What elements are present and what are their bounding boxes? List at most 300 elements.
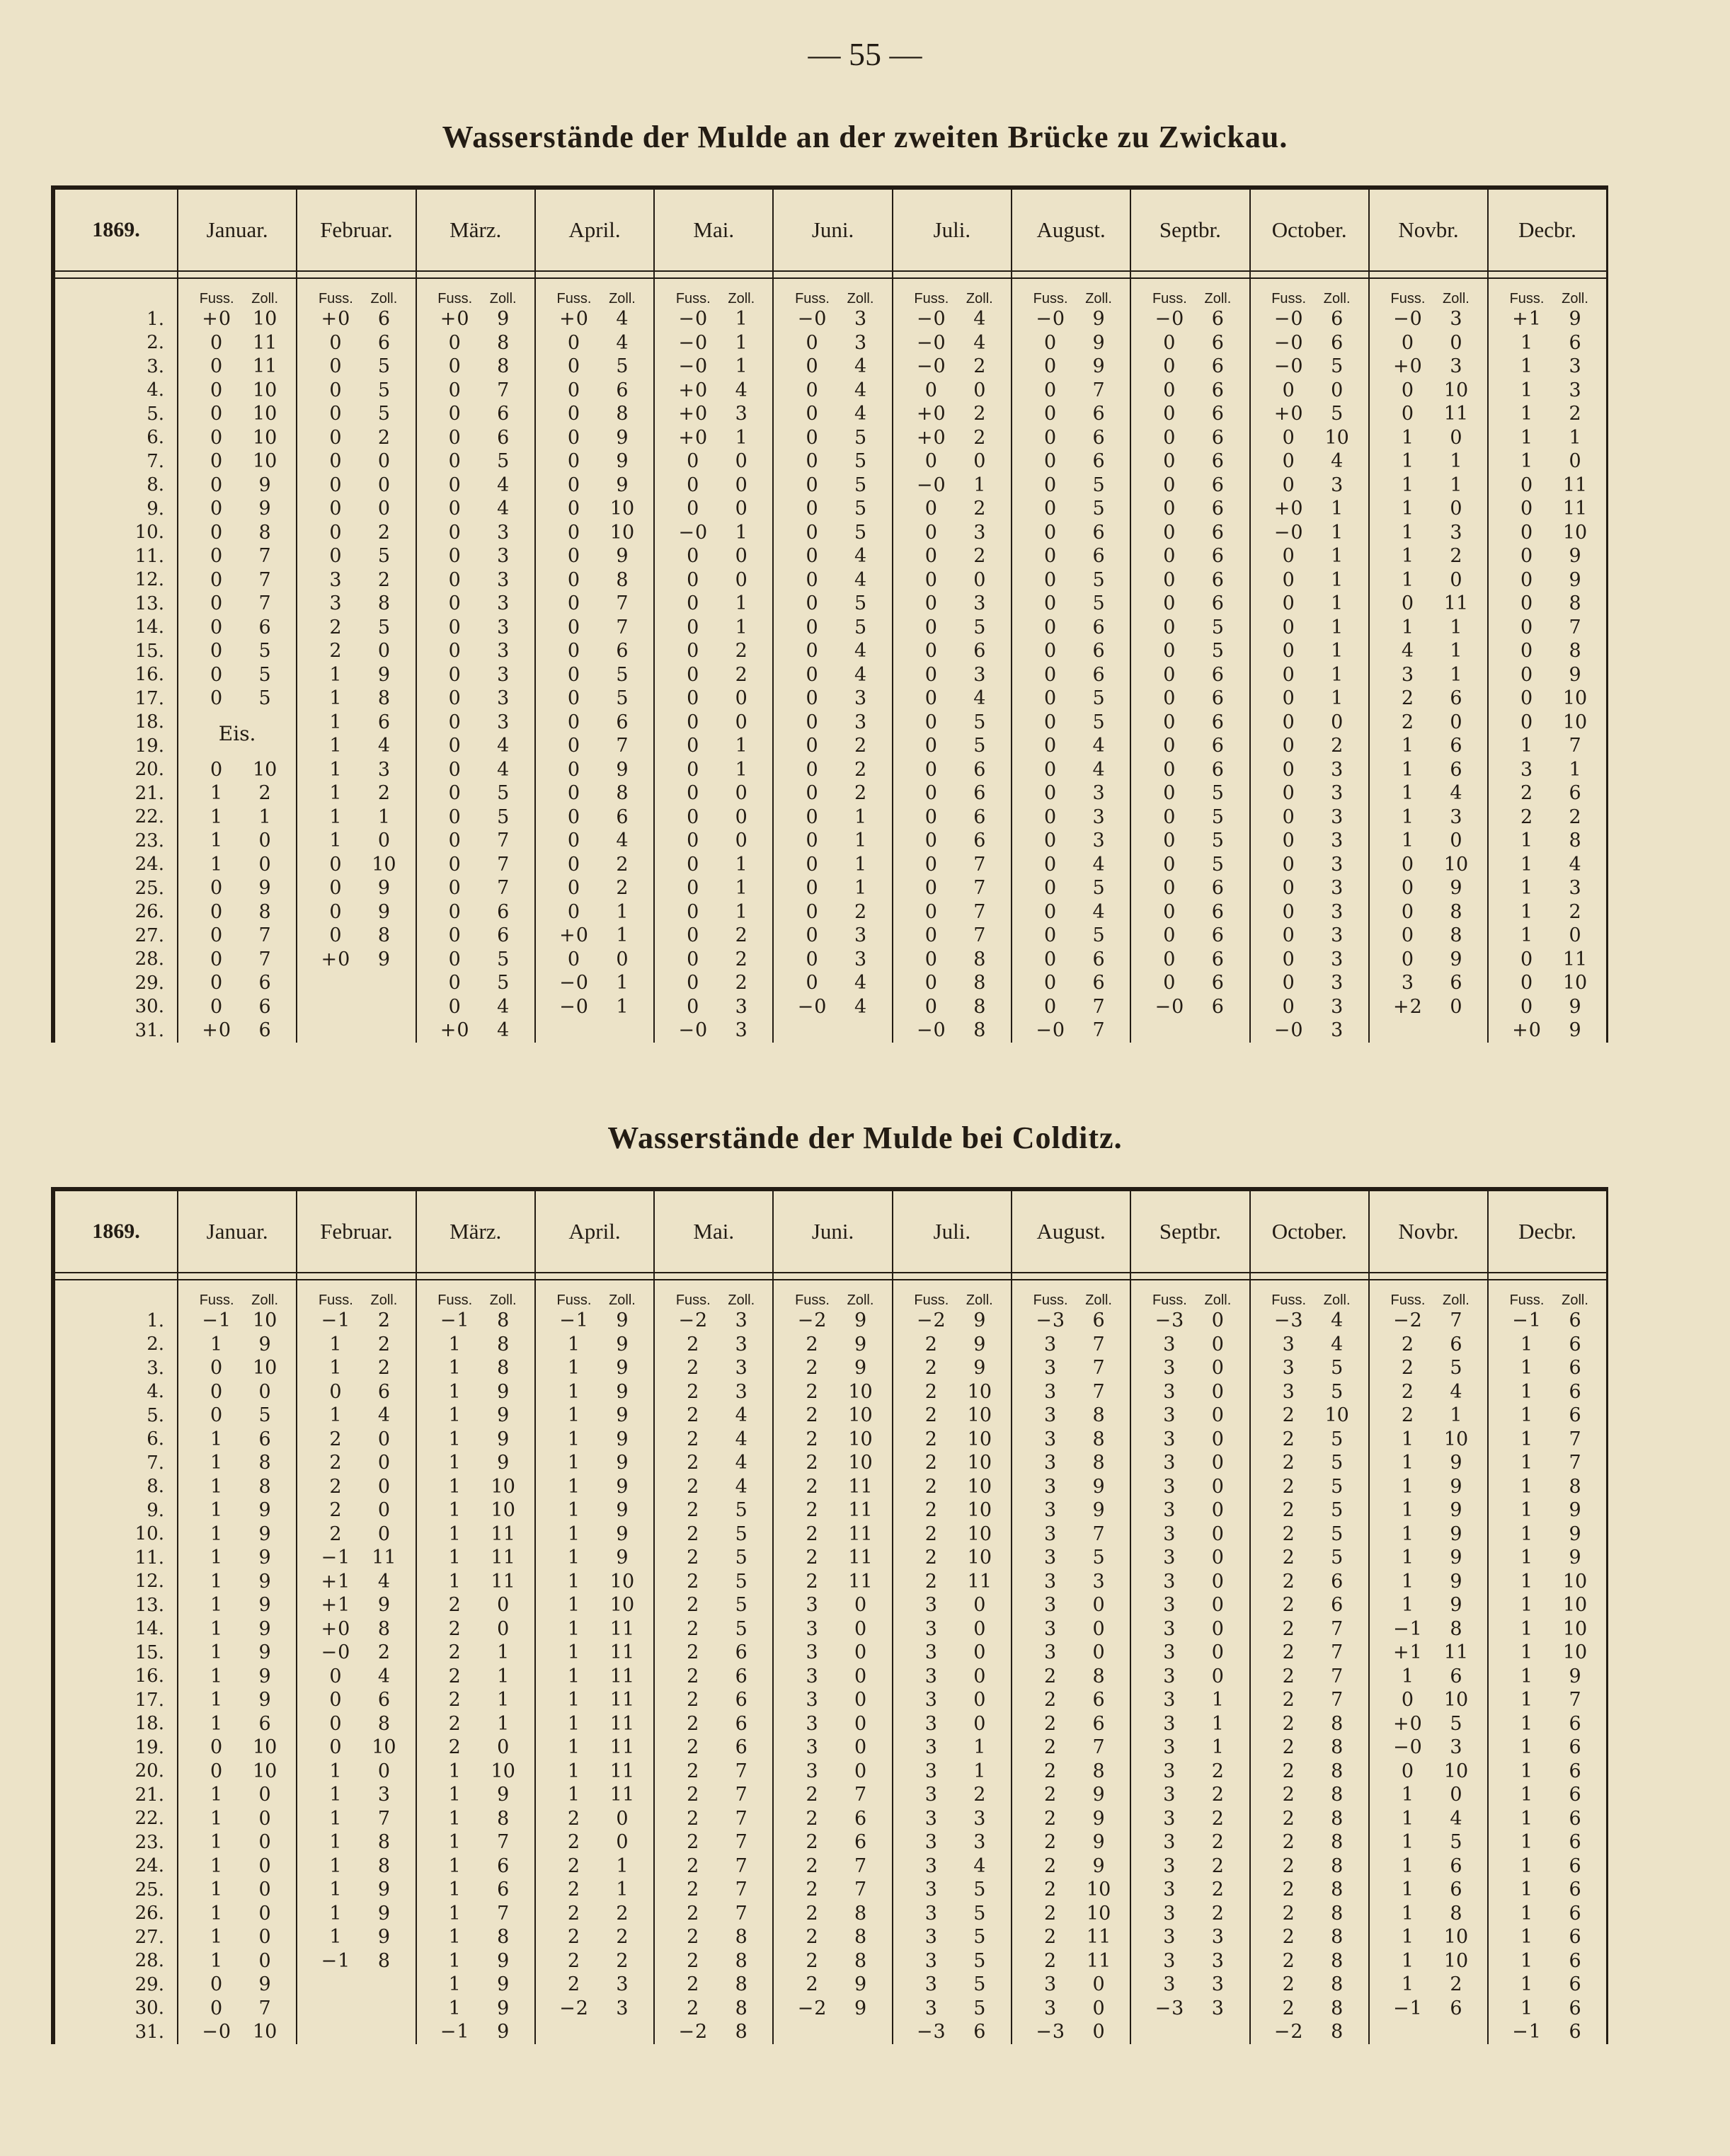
- fuss-value: 0: [1401, 379, 1415, 401]
- fuss-value: 0: [687, 640, 700, 663]
- zoll-value: 6: [497, 1879, 510, 1901]
- zoll-value: 1: [616, 1879, 629, 1901]
- fuss-value: 1: [1520, 924, 1534, 947]
- fuss-value: 1: [448, 1475, 462, 1498]
- level-cell: [535, 497, 654, 521]
- fuss-value: +0: [1393, 1712, 1423, 1735]
- day-label: 16.: [53, 663, 178, 687]
- level-cell: [416, 1593, 535, 1617]
- fuss-value: 2: [448, 1689, 462, 1711]
- level-cell: [1130, 948, 1249, 972]
- level-cell: [654, 1498, 773, 1523]
- fuss-value: 0: [924, 545, 938, 568]
- level-cell: [1130, 1830, 1249, 1854]
- level-cell: [1369, 1712, 1488, 1736]
- level-cell: [1488, 711, 1607, 735]
- level-cell: [297, 995, 416, 1019]
- fuss-value: 3: [329, 592, 343, 615]
- zoll-value: 5: [1331, 1357, 1344, 1380]
- fuss-value: 2: [687, 1831, 700, 1854]
- level-cell: [1488, 1665, 1607, 1689]
- day-label: 28.: [53, 1949, 178, 1973]
- zoll-value: 4: [1569, 853, 1581, 876]
- level-cell: [535, 1665, 654, 1689]
- zoll-value: 10: [252, 1736, 277, 1759]
- fuss-value: 3: [1044, 1594, 1058, 1617]
- zoll-value: 7: [1569, 735, 1581, 757]
- zoll-value: 10: [252, 450, 277, 473]
- level-cell: [654, 544, 773, 568]
- level-cell: [893, 1641, 1012, 1665]
- level-cell: [178, 900, 297, 924]
- zoll-value: 6: [258, 972, 271, 994]
- day-label: 27.: [53, 924, 178, 948]
- fuss-value: 0: [448, 972, 462, 994]
- fuss-value: 0: [1163, 616, 1176, 638]
- zoll-value: 5: [377, 403, 391, 425]
- level-cell: [893, 1665, 1012, 1689]
- day-label: 23.: [53, 1830, 178, 1854]
- zoll-value: 2: [854, 782, 867, 805]
- fuss-value: 0: [1520, 995, 1534, 1018]
- fuss-value: 3: [1163, 1380, 1176, 1403]
- fuss-value: 0: [1163, 521, 1176, 544]
- level-cell: [1012, 1451, 1130, 1475]
- zoll-value: 0: [377, 1760, 391, 1782]
- fuss-value: 2: [806, 1854, 819, 1877]
- level-cell: [1130, 1878, 1249, 1902]
- zoll-value: 6: [1450, 758, 1462, 781]
- month-header: Februar.: [297, 1189, 416, 1273]
- fuss-value: −1: [1512, 1309, 1542, 1332]
- zoll-value: 0: [735, 711, 747, 733]
- fuss-value: 0: [567, 331, 581, 354]
- level-cell: [1369, 687, 1488, 711]
- fuss-value: 1: [210, 853, 224, 876]
- zoll-value: 7: [258, 948, 271, 970]
- zoll-value: 5: [1092, 687, 1105, 710]
- level-cell: [416, 568, 535, 592]
- fuss-value: 0: [567, 592, 581, 615]
- fuss-value: 2: [806, 1404, 819, 1427]
- level-cell: [1012, 379, 1130, 403]
- zoll-value: 0: [973, 450, 986, 473]
- fuss-value: 2: [924, 1523, 938, 1545]
- fuss-value: 0: [806, 450, 819, 473]
- level-cell: [1369, 331, 1488, 355]
- fuss-value: 0: [448, 426, 462, 449]
- level-cell: [1012, 1688, 1130, 1712]
- zoll-value: 0: [854, 1641, 867, 1664]
- fuss-value: 0: [448, 948, 462, 970]
- zoll-value: 6: [1450, 1333, 1462, 1355]
- zoll-value: 5: [616, 355, 629, 378]
- level-cell: [773, 1428, 892, 1452]
- fuss-value: 3: [924, 1831, 938, 1854]
- fuss-value: 0: [1520, 498, 1534, 520]
- zoll-value: 7: [1569, 1689, 1581, 1711]
- zoll-value: 4: [735, 1452, 747, 1474]
- fuss-value: +0: [321, 1617, 351, 1640]
- fuss-value: 2: [1044, 1902, 1058, 1925]
- level-cell: [1250, 1878, 1369, 1902]
- table-row: [53, 1688, 1608, 1712]
- level-cell: [1012, 1902, 1130, 1926]
- level-cell: [1369, 426, 1488, 450]
- level-cell: [1250, 474, 1369, 498]
- fuss-value: 0: [806, 568, 819, 591]
- fuss-value: 0: [567, 426, 581, 449]
- zoll-value: 3: [854, 331, 867, 354]
- level-cell: [893, 1356, 1012, 1380]
- level-cell: [654, 426, 773, 450]
- unit-fuss: Fuss.: [1390, 291, 1426, 306]
- level-cell: [773, 1949, 892, 1973]
- level-cell: [893, 616, 1012, 640]
- fuss-value: 1: [210, 1854, 224, 1877]
- fuss-value: 0: [448, 782, 462, 805]
- day-label: 17.: [53, 1688, 178, 1712]
- fuss-value: 0: [1282, 782, 1295, 805]
- level-cell: [893, 1309, 1012, 1333]
- level-cell: [1488, 1546, 1607, 1570]
- zoll-value: 1: [616, 900, 629, 923]
- level-cell: [297, 687, 416, 711]
- zoll-value: 6: [1092, 1689, 1105, 1711]
- zoll-value: 3: [497, 663, 510, 686]
- level-cell: [297, 1688, 416, 1712]
- fuss-value: 2: [448, 1617, 462, 1640]
- fuss-value: 1: [329, 1784, 343, 1806]
- level-cell: [1012, 426, 1130, 450]
- level-cell: [893, 948, 1012, 972]
- level-cell: [297, 1356, 416, 1380]
- level-cell: [1012, 1404, 1130, 1428]
- fuss-value: 0: [567, 782, 581, 805]
- level-cell: [654, 1451, 773, 1475]
- fuss-value: 2: [1044, 1689, 1058, 1711]
- table-row: [53, 355, 1608, 379]
- fuss-value: 2: [806, 1523, 819, 1545]
- zoll-value: 5: [735, 1617, 747, 1640]
- fuss-value: 1: [210, 1475, 224, 1498]
- level-cell: [1250, 663, 1369, 687]
- level-cell: [178, 497, 297, 521]
- fuss-value: −0: [1155, 995, 1185, 1018]
- fuss-value: 2: [924, 1475, 938, 1498]
- level-cell: [416, 948, 535, 972]
- fuss-value: 2: [1282, 1854, 1295, 1877]
- zoll-value: 5: [854, 592, 867, 615]
- fuss-value: 0: [806, 805, 819, 828]
- level-cell: [1488, 1404, 1607, 1428]
- level-cell: [773, 1523, 892, 1547]
- zoll-value: 0: [973, 1665, 986, 1687]
- zoll-value: 3: [735, 403, 747, 425]
- zoll-value: 3: [1331, 877, 1344, 900]
- zoll-value: 7: [616, 616, 629, 638]
- zoll-value: 8: [377, 1854, 391, 1877]
- level-cell: [1369, 616, 1488, 640]
- table-row: [53, 568, 1608, 592]
- level-cell: [297, 1570, 416, 1594]
- zoll-value: 2: [854, 735, 867, 757]
- level-cell: [1488, 1593, 1607, 1617]
- unit-fuss: Fuss.: [1152, 1292, 1187, 1308]
- fuss-value: 1: [448, 1854, 462, 1877]
- zoll-value: 9: [1569, 1523, 1581, 1545]
- fuss-value: 1: [567, 1617, 581, 1640]
- fuss-value: 1: [1520, 355, 1534, 378]
- level-cell: [1130, 331, 1249, 355]
- level-cell: [1130, 639, 1249, 663]
- zoll-value: 0: [735, 568, 747, 591]
- level-cell: [1012, 1356, 1130, 1380]
- zoll-value: 4: [497, 498, 510, 520]
- fuss-value: 1: [1520, 1712, 1534, 1735]
- zoll-value: 0: [854, 1712, 867, 1735]
- fuss-value: −0: [1155, 308, 1185, 331]
- zoll-value: 6: [973, 640, 986, 663]
- fuss-value: 1: [1401, 1879, 1415, 1901]
- zoll-value: 5: [1092, 1547, 1105, 1569]
- zoll-value: 0: [1211, 1617, 1224, 1640]
- zoll-value: 9: [973, 1333, 986, 1355]
- zoll-value: 2: [377, 521, 391, 544]
- zoll-value: 4: [973, 308, 986, 331]
- fuss-value: 2: [329, 1475, 343, 1498]
- fuss-value: 3: [806, 1712, 819, 1735]
- zoll-value: 1: [1331, 592, 1344, 615]
- fuss-value: 1: [329, 1902, 343, 1925]
- fuss-value: 0: [1163, 331, 1176, 354]
- table-row: [53, 1736, 1608, 1760]
- zoll-value: 9: [497, 1997, 510, 2019]
- fuss-value: 2: [1282, 1949, 1295, 1972]
- zoll-value: 2: [1450, 1973, 1462, 1996]
- fuss-value: +0: [1393, 355, 1423, 378]
- zoll-value: 3: [1450, 805, 1462, 828]
- level-cell: [773, 568, 892, 592]
- level-cell: [1250, 379, 1369, 403]
- fuss-value: 0: [1282, 687, 1295, 710]
- level-cell: [773, 307, 892, 331]
- level-cell: [654, 1878, 773, 1902]
- zoll-value: 5: [258, 640, 271, 663]
- zoll-value: 5: [1092, 498, 1105, 520]
- zoll-value: 1: [1569, 758, 1581, 781]
- fuss-value: 2: [924, 1357, 938, 1380]
- zoll-value: 0: [377, 498, 391, 520]
- level-cell: [1012, 829, 1130, 853]
- fuss-value: 0: [1401, 924, 1415, 947]
- zoll-value: 10: [491, 1499, 515, 1522]
- fuss-value: 1: [329, 1333, 343, 1355]
- zoll-value: 11: [609, 1712, 635, 1735]
- fuss-value: 1: [329, 1854, 343, 1877]
- fuss-value: 1: [1401, 735, 1415, 757]
- level-cell: [1369, 1309, 1488, 1333]
- zoll-value: 8: [497, 1926, 510, 1949]
- level-cell: [297, 521, 416, 545]
- fuss-value: 1: [1401, 426, 1415, 449]
- zoll-value: 6: [497, 403, 510, 425]
- fuss-value: 1: [1401, 450, 1415, 473]
- zoll-value: 1: [854, 830, 867, 852]
- fuss-value: 3: [1044, 1617, 1058, 1640]
- zoll-value: 9: [1092, 1807, 1105, 1830]
- fuss-value: −2: [678, 1309, 709, 1332]
- level-cell: [1130, 592, 1249, 616]
- level-cell: [416, 1688, 535, 1712]
- fuss-value: −1: [1393, 1997, 1423, 2019]
- level-cell: [1488, 1498, 1607, 1523]
- zoll-value: 8: [1331, 1760, 1344, 1782]
- fuss-value: 3: [1044, 1547, 1058, 1569]
- zoll-value: 10: [491, 1475, 515, 1498]
- fuss-value: 2: [1282, 1617, 1295, 1640]
- day-label: 10.: [53, 521, 178, 545]
- level-cell: [1369, 1973, 1488, 1997]
- fuss-value: 0: [329, 1665, 343, 1687]
- level-cell: [1488, 1949, 1607, 1973]
- level-cell: [1130, 402, 1249, 426]
- level-cell: [1250, 1498, 1369, 1523]
- level-cell: [416, 1830, 535, 1854]
- zoll-value: 0: [1211, 1475, 1224, 1498]
- level-cell: [1369, 1546, 1488, 1570]
- zoll-value: 3: [1450, 521, 1462, 544]
- level-cell: [416, 1019, 535, 1043]
- fuss-value: 2: [924, 1333, 938, 1355]
- fuss-value: 0: [210, 450, 224, 473]
- zoll-value: 8: [973, 995, 986, 1018]
- unit-row: [53, 1280, 1608, 1309]
- fuss-value: 0: [1044, 830, 1058, 852]
- zoll-value: 10: [1443, 1949, 1469, 1972]
- fuss-value: 3: [1163, 1428, 1176, 1450]
- level-cell: [654, 853, 773, 877]
- zoll-value: 8: [854, 1926, 867, 1949]
- fuss-value: 1: [567, 1665, 581, 1687]
- level-cell: [1369, 1451, 1488, 1475]
- unit-zoll: Zoll.: [370, 291, 398, 306]
- level-cell: [893, 1878, 1012, 1902]
- fuss-value: 1: [329, 1404, 343, 1427]
- zoll-value: 6: [1450, 687, 1462, 710]
- day-label: 7.: [53, 1451, 178, 1475]
- fuss-value: 2: [1282, 1641, 1295, 1664]
- zoll-value: 5: [1092, 592, 1105, 615]
- fuss-value: 3: [806, 1594, 819, 1617]
- fuss-value: 1: [210, 1641, 224, 1664]
- level-cell: [654, 711, 773, 735]
- fuss-value: −2: [678, 2021, 709, 2043]
- fuss-value: 0: [567, 948, 581, 970]
- day-label: 26.: [53, 1902, 178, 1926]
- level-cell: [297, 616, 416, 640]
- fuss-value: 2: [687, 1902, 700, 1925]
- zoll-value: 7: [735, 1760, 747, 1782]
- zoll-value: 7: [258, 545, 271, 568]
- fuss-value: 3: [1163, 1617, 1176, 1640]
- day-label: 13.: [53, 1593, 178, 1617]
- fuss-value: 1: [329, 687, 343, 710]
- unit-zoll: Zoll.: [1323, 1292, 1351, 1308]
- zoll-value: 2: [973, 403, 986, 425]
- zoll-value: 3: [1331, 474, 1344, 496]
- zoll-value: 5: [735, 1570, 747, 1593]
- fuss-value: 0: [1163, 498, 1176, 520]
- level-cell: [297, 1854, 416, 1879]
- level-cell: [416, 307, 535, 331]
- level-cell: [178, 876, 297, 900]
- zoll-value: 8: [616, 782, 629, 805]
- level-cell: [178, 1997, 297, 2021]
- level-cell: [297, 639, 416, 663]
- level-cell: [416, 829, 535, 853]
- zoll-value: 5: [854, 521, 867, 544]
- zoll-value: 6: [1450, 1665, 1462, 1687]
- zoll-value: 2: [1211, 1831, 1224, 1854]
- level-cell: [773, 687, 892, 711]
- zoll-value: 5: [1450, 1357, 1462, 1380]
- table-row: [53, 1475, 1608, 1499]
- zoll-value: 6: [1569, 1309, 1581, 1332]
- fuss-value: 2: [687, 1570, 700, 1593]
- fuss-value: 0: [1401, 1760, 1415, 1782]
- level-cell: [1488, 758, 1607, 782]
- fuss-value: 0: [1044, 924, 1058, 947]
- fuss-value: 0: [1163, 545, 1176, 568]
- zoll-value: 9: [616, 1380, 629, 1403]
- level-cell: [416, 355, 535, 379]
- day-label: 21.: [53, 1783, 178, 1807]
- zoll-value: 6: [1569, 1973, 1581, 1996]
- zoll-value: 2: [1211, 1807, 1224, 1830]
- table-row: [53, 331, 1608, 355]
- zoll-value: 0: [735, 498, 747, 520]
- zoll-value: 5: [1331, 1547, 1344, 1569]
- zoll-value: 2: [735, 924, 747, 947]
- fuss-value: 1: [1520, 1973, 1534, 1996]
- zoll-value: 1: [1331, 640, 1344, 663]
- level-cell: [1012, 592, 1130, 616]
- fuss-value: 2: [687, 1973, 700, 1996]
- zoll-value: 8: [1331, 1973, 1344, 1996]
- level-cell: [535, 1333, 654, 1357]
- level-cell: [535, 331, 654, 355]
- level-cell: [1488, 2020, 1607, 2044]
- table-row: [53, 1783, 1608, 1807]
- fuss-value: 0: [567, 616, 581, 638]
- level-cell: [1369, 900, 1488, 924]
- zoll-value: 1: [1450, 474, 1462, 496]
- zoll-value: 6: [1569, 331, 1581, 354]
- fuss-value: 1: [1401, 805, 1415, 828]
- zoll-value: 7: [616, 592, 629, 615]
- zoll-value: 0: [258, 1902, 271, 1925]
- fuss-value: 1: [1520, 853, 1534, 876]
- zoll-value: 9: [1569, 545, 1581, 568]
- level-cell: [1369, 2020, 1488, 2044]
- level-cell: [773, 1854, 892, 1879]
- fuss-value: 0: [687, 450, 700, 473]
- zoll-value: 9: [1092, 1854, 1105, 1877]
- fuss-value: 0: [1044, 782, 1058, 805]
- level-cell: [1369, 474, 1488, 498]
- zoll-value: 1: [854, 853, 867, 876]
